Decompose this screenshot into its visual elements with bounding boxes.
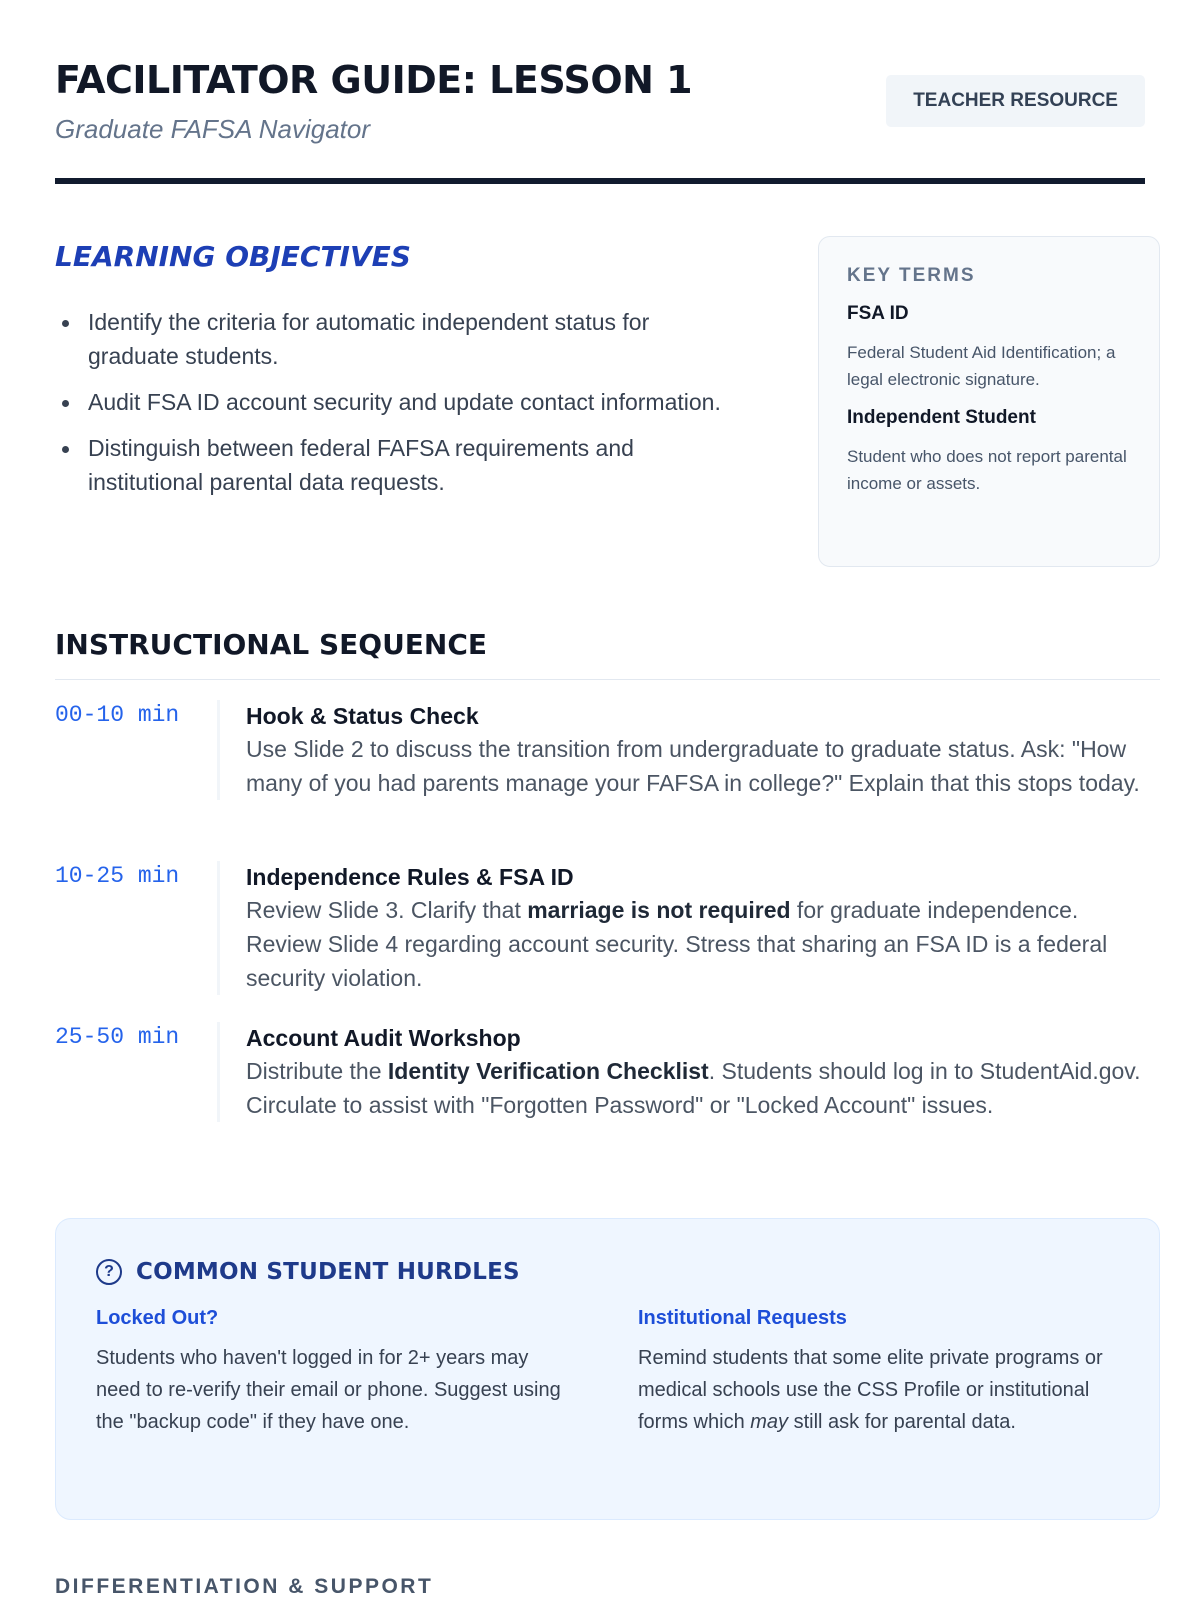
step-time: 25-50 min — [55, 1024, 180, 1050]
learning-objectives-heading: LEARNING OBJECTIVES — [55, 240, 411, 273]
key-terms-box — [818, 236, 1160, 567]
hurdles-heading: COMMON STUDENT HURDLES — [136, 1259, 520, 1285]
sequence-step — [55, 700, 1160, 800]
hurdle-name: Locked Out? — [96, 1307, 219, 1329]
hurdles-columns — [96, 1307, 1119, 1438]
page-title: FACILITATOR GUIDE: LESSON 1 — [55, 58, 693, 102]
step-text: Use Slide 2 to discuss the transition from undergraduate to graduate status. Ask: "How many of you had parents manage your FAFSA in college?" Explain that this stops today. — [246, 736, 1140, 796]
hurdle-text: Students who haven't logged in for 2+ years may need to re-verify their email or phone. Suggest using the "backup code" if they have one. — [96, 1347, 561, 1433]
objective-item: Identify the criteria for automatic independent status for graduate students. — [55, 305, 745, 373]
learning-objectives-list — [55, 305, 745, 511]
step-text — [246, 893, 1160, 995]
hurdle-name: Institutional Requests — [638, 1307, 847, 1329]
step-text-part: . Students should log in to StudentAid.gov. Circulate to assist with "Forgotten Password" or "Locked Account" issues. — [246, 1058, 1141, 1118]
step-name: Account Audit Workshop — [246, 1025, 521, 1051]
key-terms-heading: KEY TERMS — [847, 265, 976, 286]
term-definition: Student who does not report parental income or assets. — [847, 447, 1127, 493]
page-subtitle: Graduate FAFSA Navigator — [55, 114, 371, 144]
term-name: FSA ID — [847, 303, 909, 324]
step-text-emphasis: marriage is not required — [527, 897, 791, 923]
step-text-part: for graduate independence. Review Slide 4 regarding account security. Stress that sharing an FSA ID is a federal security violation. — [246, 897, 1108, 991]
step-name: Hook & Status Check — [246, 703, 479, 729]
step-body — [217, 700, 1160, 800]
instructional-sequence-heading: INSTRUCTIONAL SEQUENCE — [55, 628, 1160, 680]
step-body — [217, 861, 1160, 995]
hurdles-header — [96, 1259, 1119, 1285]
hurdle-item — [96, 1307, 576, 1438]
step-time: 10-25 min — [55, 863, 180, 889]
common-hurdles-panel — [55, 1218, 1160, 1520]
step-text-part: Distribute the — [246, 1058, 388, 1084]
step-name: Independence Rules & FSA ID — [246, 864, 574, 890]
step-text-emphasis: Identity Verification Checklist — [387, 1058, 709, 1084]
objective-item: Distinguish between federal FAFSA requirements and institutional parental data requests. — [55, 431, 745, 499]
term-name: Independent Student — [847, 407, 1036, 428]
step-body — [217, 1022, 1160, 1122]
help-circle-icon: ? — [96, 1259, 122, 1285]
differentiation-heading: DIFFERENTIATION & SUPPORT — [55, 1575, 434, 1598]
term-definition: Federal Student Aid Identification; a legal electronic signature. — [847, 343, 1116, 389]
hurdle-text-part: Remind students that some elite private programs or medical schools use the CSS Profile or institutional forms which — [638, 1347, 1103, 1433]
objective-item: Audit FSA ID account security and update contact information. — [55, 385, 745, 419]
hurdle-text-part: still ask for parental data. — [788, 1411, 1016, 1433]
step-text — [246, 1054, 1160, 1122]
hurdle-text — [638, 1342, 1118, 1438]
hurdle-item — [638, 1307, 1118, 1438]
sequence-step — [55, 1022, 1160, 1122]
step-time: 00-10 min — [55, 702, 180, 728]
teacher-resource-badge: TEACHER RESOURCE — [886, 75, 1145, 127]
page-header — [55, 0, 1145, 184]
sequence-step — [55, 861, 1160, 995]
step-text-part: Review Slide 3. Clarify that — [246, 897, 528, 923]
hurdle-text-emphasis: may — [750, 1411, 789, 1433]
